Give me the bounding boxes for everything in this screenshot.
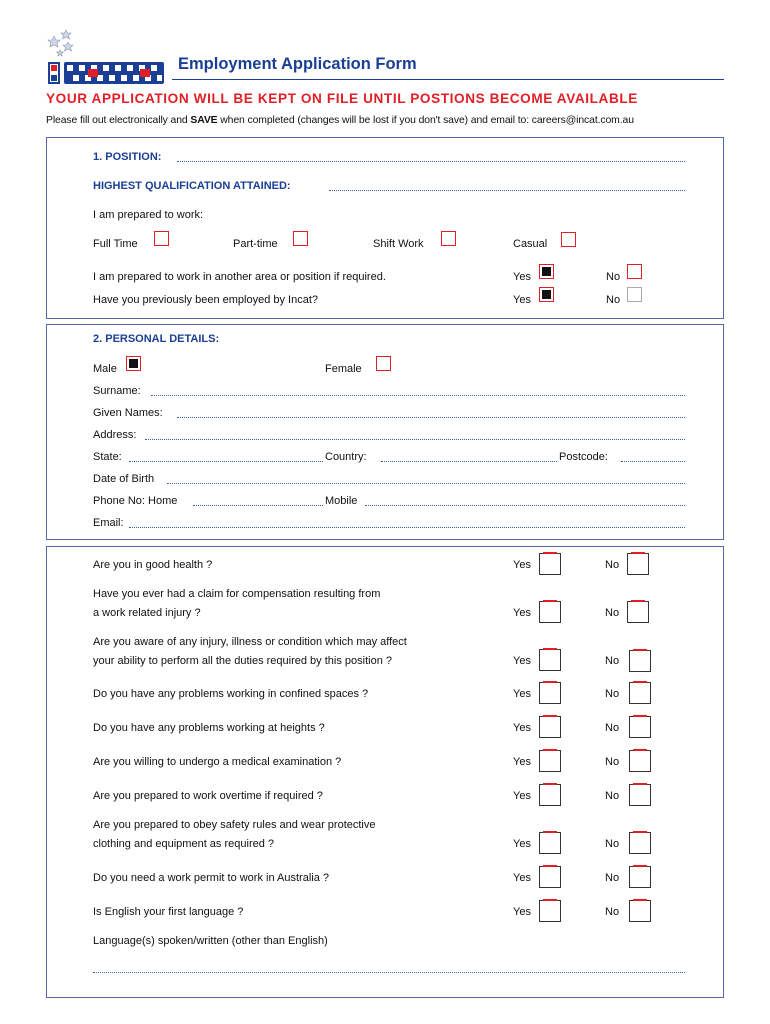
instructions-email: when completed (changes will be lost if you don't save) and email to: careers@incat.com.au bbox=[217, 115, 634, 126]
health-10-yes-box[interactable] bbox=[539, 900, 561, 922]
health-3-yes-box[interactable] bbox=[539, 649, 561, 671]
qualification-label: HIGHEST QUALIFICATION ATTAINED: bbox=[93, 180, 291, 192]
female-label: Female bbox=[325, 363, 362, 375]
health-9-yes-box[interactable] bbox=[539, 866, 561, 888]
mobile-label: Mobile bbox=[325, 495, 358, 507]
health-question-1: Are you in good health ? bbox=[93, 559, 213, 571]
phone-field[interactable] bbox=[193, 505, 323, 506]
title-rule bbox=[172, 79, 724, 80]
yes-label: Yes bbox=[513, 872, 531, 884]
no-label: No bbox=[605, 756, 620, 768]
languages-label: Language(s) spoken/written (other than English) bbox=[93, 935, 328, 947]
no-label: No bbox=[605, 872, 620, 884]
health-3-no-box[interactable] bbox=[629, 650, 651, 672]
phone-label: Phone No: Home bbox=[93, 495, 178, 507]
position-field[interactable] bbox=[177, 161, 685, 162]
other-area-question: I am prepared to work in another area or position if required. bbox=[93, 271, 386, 283]
yes-label: Yes bbox=[513, 756, 531, 768]
health-question-4: Do you have any problems working in confined spaces ? bbox=[93, 688, 369, 700]
position-heading: 1. POSITION: bbox=[93, 151, 162, 163]
postcode-label: Postcode: bbox=[559, 451, 608, 463]
languages-field[interactable] bbox=[93, 972, 685, 973]
casual-checkbox[interactable] bbox=[561, 232, 576, 247]
employed-yes-checkbox[interactable] bbox=[539, 287, 554, 302]
no-label: No bbox=[605, 722, 620, 734]
country-field[interactable] bbox=[381, 461, 557, 462]
notice-banner: YOUR APPLICATION WILL BE KEPT ON FILE UNTIL POSTIONS BECOME AVAILABLE bbox=[46, 91, 638, 106]
health-7-no-box[interactable] bbox=[629, 784, 651, 806]
health-4-yes-box[interactable] bbox=[539, 682, 561, 704]
other-area-no-checkbox[interactable] bbox=[627, 264, 642, 279]
stars-icon bbox=[48, 30, 73, 56]
health-5-yes-box[interactable] bbox=[539, 716, 561, 738]
male-label: Male bbox=[93, 363, 117, 375]
health-section bbox=[46, 546, 724, 998]
health-question-3-line2: your ability to perform all the duties required by this position ? bbox=[93, 655, 392, 667]
instructions-text: Please fill out electronically and bbox=[46, 115, 191, 126]
yes-label: Yes bbox=[513, 790, 531, 802]
health-question-9: Do you need a work permit to work in Australia ? bbox=[93, 872, 330, 884]
fulltime-label: Full Time bbox=[93, 238, 138, 250]
health-9-no-box[interactable] bbox=[629, 866, 651, 888]
given-names-label: Given Names: bbox=[93, 407, 163, 419]
address-field[interactable] bbox=[145, 439, 685, 440]
no-label: No bbox=[605, 790, 620, 802]
health-question-2-line2: a work related injury ? bbox=[93, 607, 201, 619]
yes-label: Yes bbox=[513, 906, 531, 918]
yes-label: Yes bbox=[513, 559, 531, 571]
health-question-7: Are you prepared to work overtime if required ? bbox=[93, 790, 323, 802]
health-8-yes-box[interactable] bbox=[539, 832, 561, 854]
no-label: No bbox=[605, 655, 620, 667]
dob-label: Date of Birth bbox=[93, 473, 155, 485]
qualification-field[interactable] bbox=[329, 190, 685, 191]
country-label: Country: bbox=[325, 451, 367, 463]
health-question-6: Are you willing to undergo a medical examination ? bbox=[93, 756, 342, 768]
health-2-yes-box[interactable] bbox=[539, 601, 561, 623]
postcode-field[interactable] bbox=[621, 461, 685, 462]
personal-heading: 2. PERSONAL DETAILS: bbox=[93, 333, 220, 345]
employed-question: Have you previously been employed by Incat? bbox=[93, 294, 319, 306]
female-checkbox[interactable] bbox=[376, 356, 391, 371]
no-label: No bbox=[605, 906, 620, 918]
state-field[interactable] bbox=[129, 461, 323, 462]
state-label: State: bbox=[93, 451, 122, 463]
health-10-no-box[interactable] bbox=[629, 900, 651, 922]
parttime-checkbox[interactable] bbox=[293, 231, 308, 246]
mobile-field[interactable] bbox=[365, 505, 685, 506]
health-1-no-box[interactable] bbox=[627, 553, 649, 575]
position-section bbox=[46, 137, 724, 319]
page-title: Employment Application Form bbox=[178, 55, 417, 73]
yes-label: Yes bbox=[513, 655, 531, 667]
shiftwork-label: Shift Work bbox=[373, 238, 424, 250]
employed-no-label: No bbox=[606, 294, 621, 306]
personal-section bbox=[46, 324, 724, 540]
health-5-no-box[interactable] bbox=[629, 716, 651, 738]
casual-label: Casual bbox=[513, 238, 548, 250]
surname-label: Surname: bbox=[93, 385, 141, 397]
yes-label: Yes bbox=[513, 722, 531, 734]
instructions-save: SAVE bbox=[190, 115, 218, 126]
shiftwork-checkbox[interactable] bbox=[441, 231, 456, 246]
health-question-3: Are you aware of any injury, illness or condition which may affect bbox=[93, 636, 407, 648]
incat-logo bbox=[44, 28, 168, 86]
employed-no-checkbox[interactable] bbox=[627, 287, 642, 302]
surname-field[interactable] bbox=[151, 395, 685, 396]
health-question-10: Is English your first language ? bbox=[93, 906, 244, 918]
email-field[interactable] bbox=[129, 527, 685, 528]
health-6-no-box[interactable] bbox=[629, 750, 651, 772]
employed-yes-label: Yes bbox=[513, 294, 531, 306]
health-7-yes-box[interactable] bbox=[539, 784, 561, 806]
other-area-yes-label: Yes bbox=[513, 271, 531, 283]
address-label: Address: bbox=[93, 429, 137, 441]
health-question-8: Are you prepared to obey safety rules and wear protective bbox=[93, 819, 376, 831]
no-label: No bbox=[605, 688, 620, 700]
no-label: No bbox=[605, 607, 620, 619]
yes-label: Yes bbox=[513, 838, 531, 850]
no-label: No bbox=[605, 559, 620, 571]
other-area-yes-checkbox[interactable] bbox=[539, 264, 554, 279]
email-label: Email: bbox=[93, 517, 124, 529]
health-4-no-box[interactable] bbox=[629, 682, 651, 704]
other-area-no-label: No bbox=[606, 271, 621, 283]
dob-field[interactable] bbox=[167, 483, 685, 484]
health-2-no-box[interactable] bbox=[627, 601, 649, 623]
parttime-label: Part-time bbox=[233, 238, 278, 250]
instructions bbox=[46, 115, 634, 126]
health-question-2: Have you ever had a claim for compensation resulting from bbox=[93, 588, 381, 600]
yes-label: Yes bbox=[513, 607, 531, 619]
health-6-yes-box[interactable] bbox=[539, 750, 561, 772]
health-8-no-box[interactable] bbox=[629, 832, 651, 854]
given-names-field[interactable] bbox=[177, 417, 685, 418]
male-checkbox[interactable] bbox=[126, 356, 141, 371]
health-1-yes-box[interactable] bbox=[539, 553, 561, 575]
prepared-label: I am prepared to work: bbox=[93, 209, 204, 221]
yes-label: Yes bbox=[513, 688, 531, 700]
no-label: No bbox=[605, 838, 620, 850]
health-question-8-line2: clothing and equipment as required ? bbox=[93, 838, 275, 850]
health-question-5: Do you have any problems working at heights ? bbox=[93, 722, 325, 734]
fulltime-checkbox[interactable] bbox=[154, 231, 169, 246]
